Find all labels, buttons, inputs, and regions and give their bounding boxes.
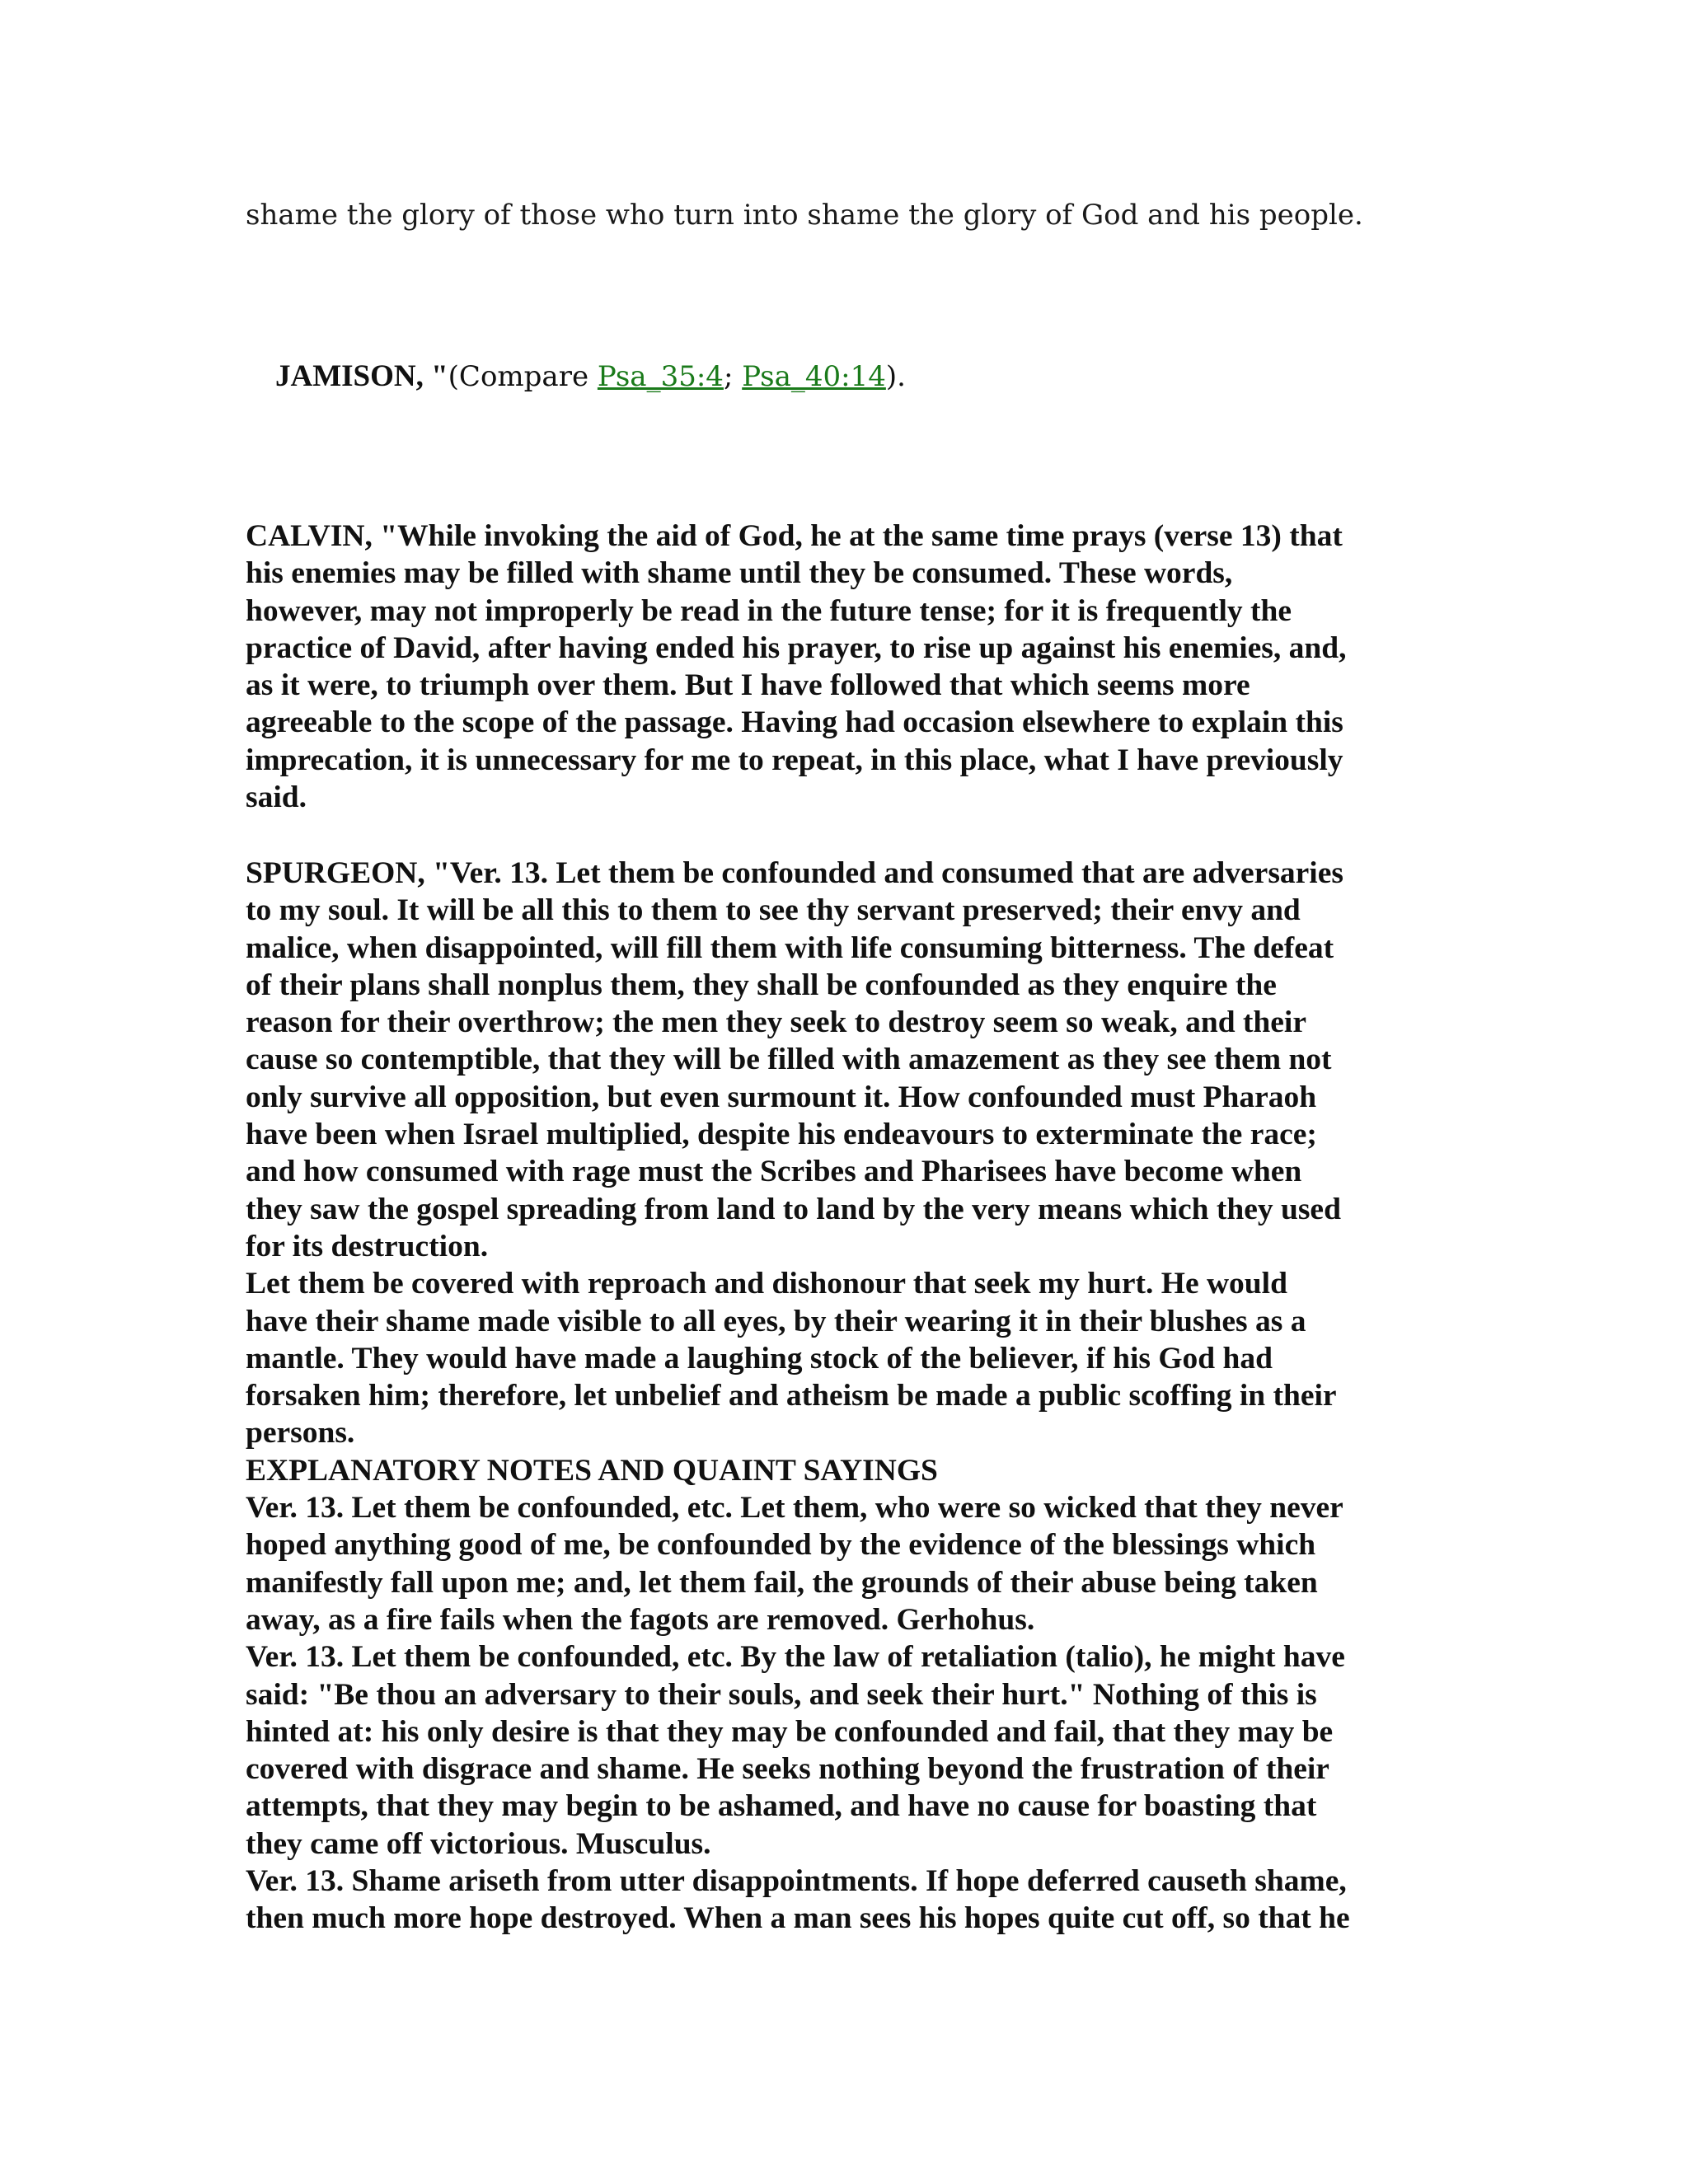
calvin-commentary [246, 518, 1449, 816]
spurgeon-text-line: Ver. 13. Let them be confounded, etc. Let them, who were so wicked that they never [246, 1491, 1343, 1526]
calvin-text-line: CALVIN, "While invoking the aid of God, he at the same time prays (verse 13) that [246, 519, 1343, 553]
spurgeon-text-line: they came off victorious. Musculus. [246, 1826, 711, 1861]
spurgeon-text-line: Ver. 13. Shame ariseth from utter disappointments. If hope deferred causeth shame, [246, 1864, 1347, 1899]
spurgeon-text-line: have their shame made visible to all eyes, by their wearing it in their blushes as a [246, 1304, 1306, 1338]
spurgeon-text-line: they saw the gospel spreading from land to land by the very means which they used [246, 1192, 1341, 1226]
calvin-text-line: as it were, to triumph over them. But I have followed that which seems more [246, 668, 1250, 703]
spurgeon-text-line: only survive all opposition, but even surmount it. How confounded must Pharaoh [246, 1080, 1317, 1114]
jamison-separator: ; [723, 360, 743, 393]
spurgeon-text-line: hinted at: his only desire is that they may be confounded and fail, that they may be [246, 1714, 1334, 1749]
spurgeon-text-line: hoped anything good of me, be confounded by the evidence of the blessings which [246, 1528, 1316, 1563]
spurgeon-text-line: away, as a fire fails when the fagots are removed. Gerhohus. [246, 1602, 1035, 1637]
spurgeon-text-line: EXPLANATORY NOTES AND QUAINT SAYINGS [246, 1453, 938, 1488]
spurgeon-text-line: and how consumed with rage must the Scribes and Pharisees have become when [246, 1155, 1302, 1189]
spurgeon-text-line: persons. [246, 1416, 355, 1451]
jamison-label: JAMISON, " [275, 359, 448, 393]
spurgeon-text-line: attempts, that they may begin to be ashamed, and have no cause for boasting that [246, 1789, 1317, 1824]
jamison-prefix: (Compare [448, 360, 598, 393]
spurgeon-text-line: reason for their overthrow; the men they seek to destroy seem so weak, and their [246, 1005, 1306, 1040]
spurgeon-text-line: manifestly fall upon me; and, let them fail, the grounds of their abuse being taken [246, 1565, 1318, 1600]
spurgeon-text-line: of their plans shall nonplus them, they shall be confounded as they enquire the [246, 968, 1277, 1002]
spurgeon-text-line: said: "Be thou an adversary to their souls, and seek their hurt." Nothing of this is [246, 1677, 1317, 1712]
spurgeon-text-line: for its destruction. [246, 1229, 489, 1263]
spurgeon-text-line: Ver. 13. Let them be confounded, etc. By the law of retaliation (talio), he might have [246, 1640, 1345, 1675]
jamison-paragraph [275, 356, 1512, 397]
jamison-suffix: ). [885, 360, 906, 393]
calvin-text-line: however, may not improperly be read in the future tense; for it is frequently the [246, 593, 1292, 628]
spurgeon-text-line: then much more hope destroyed. When a man sees his hopes quite cut off, so that he [246, 1901, 1350, 1936]
calvin-text-line: practice of David, after having ended his prayer, to rise up against his enemies, and, [246, 630, 1347, 665]
spurgeon-text-line: cause so contemptible, that they will be filled with amazement as they see them not [246, 1043, 1332, 1077]
calvin-text-line: imprecation, it is unnecessary for me to repeat, in this place, what I have previously [246, 743, 1343, 777]
calvin-text-line: agreeable to the scope of the passage. Having had occasion elsewhere to explain this [246, 705, 1343, 740]
spurgeon-text-line: have been when Israel multiplied, despite his endeavours to exterminate the race; [246, 1118, 1317, 1152]
intro-text: shame the glory of those who turn into shame the glory of God and his people. [246, 199, 1363, 232]
psalm-35-4-link[interactable]: Psa_35:4 [597, 360, 724, 393]
spurgeon-text-line: mantle. They would have made a laughing stock of the believer, if his God had [246, 1341, 1273, 1376]
spurgeon-text-line: SPURGEON, "Ver. 13. Let them be confounded and consumed that are adversaries [246, 856, 1343, 890]
spurgeon-text-line: Let them be covered with reproach and dishonour that seek my hurt. He would [246, 1267, 1287, 1301]
spurgeon-commentary [246, 855, 1449, 1938]
spurgeon-text-line: to my soul. It will be all this to them to see thy servant preserved; their envy and [246, 893, 1301, 928]
calvin-text-line: his enemies may be filled with shame until they be consumed. These words, [246, 556, 1233, 591]
spurgeon-text-line: malice, when disappointed, will fill them with life consuming bitterness. The defeat [246, 930, 1334, 965]
calvin-text-line: said. [246, 780, 307, 815]
spurgeon-text-line: covered with disgrace and shame. He seeks nothing beyond the frustration of their [246, 1752, 1329, 1787]
psalm-40-14-link[interactable]: Psa_40:14 [742, 360, 886, 393]
spurgeon-text-line: forsaken him; therefore, let unbelief and atheism be made a public scoffing in their [246, 1379, 1337, 1413]
